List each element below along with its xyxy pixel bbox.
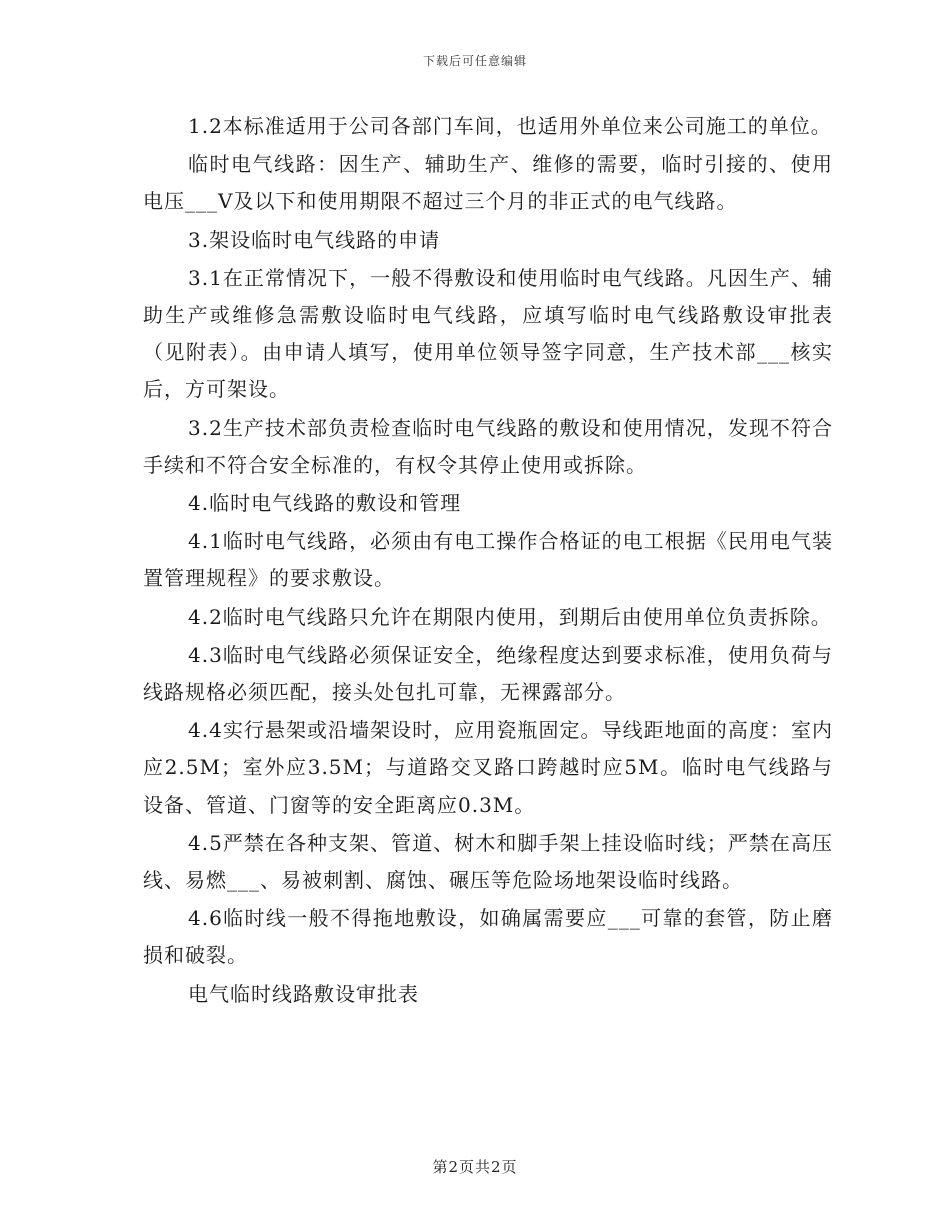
paragraph-4-3: 4.3临时电气线路必须保证安全，绝缘程度达到要求标准，使用负荷与线路规格必须匹配，接头处包扎可靠，无裸露部分。	[143, 642, 833, 705]
appendix-title: 电气临时线路敷设审批表	[188, 981, 419, 1006]
paragraph-3-2: 3.2生产技术部负责检查临时电气线路的敷设和使用情况，发现不符合手续和不符合安全标准的，有权令其停止使用或拆除。	[143, 415, 833, 477]
paragraph-3-1: 3.1在正常情况下，一般不得敷设和使用临时电气线路。凡因生产、辅助生产或维修急需敷设临时电气线路，应填写临时电气线路敷设审批表（见附表）。由申请人填写，使用单位领导签字同意，生产技术部___核实后，方可架设。	[143, 265, 833, 402]
document-body	[143, 108, 833, 1014]
section-heading-4: 4.临时电气线路的敷设和管理	[188, 491, 462, 516]
page-header: 下载后可任意编辑	[422, 54, 527, 68]
paragraph-4-6: 4.6临时线一般不得拖地敷设，如确属需要应___可靠的套管，防止磨损和破裂。	[143, 906, 833, 968]
paragraph-4-5: 4.5严禁在各种支架、管道、树木和脚手架上挂设临时线；严禁在高压线、易燃___、易被刺割、腐蚀、碾压等危险场地架设临时线路。	[143, 830, 833, 893]
section-heading-3: 3.架设临时电气线路的申请	[188, 227, 441, 252]
paragraph-4-2: 4.2临时电气线路只允许在期限内使用，到期后由使用单位负责拆除。	[188, 604, 832, 629]
paragraph-definition: 临时电气线路：因生产、辅助生产、维修的需要，临时引接的、使用电压___V及以下和使用期限不超过三个月的非正式的电气线路。	[143, 152, 833, 214]
paragraph-4-1: 4.1临时电气线路，必须由有电工操作合格证的电工根据《民用电气装置管理规程》的要求敷设。	[143, 529, 833, 591]
paragraph-4-4: 4.4实行悬架或沿墙架设时，应用瓷瓶固定。导线距地面的高度：室内应2.5M；室外应3.5M；与道路交叉路口跨越时应5M。临时电气线路与设备、管道、门窗等的安全距离应0.3M。	[143, 718, 833, 817]
paragraph-1-2: 1.2本标准适用于公司各部门车间，也适用外单位来公司施工的单位。	[188, 114, 832, 138]
page-footer: 第2页共2页	[432, 1158, 518, 1176]
